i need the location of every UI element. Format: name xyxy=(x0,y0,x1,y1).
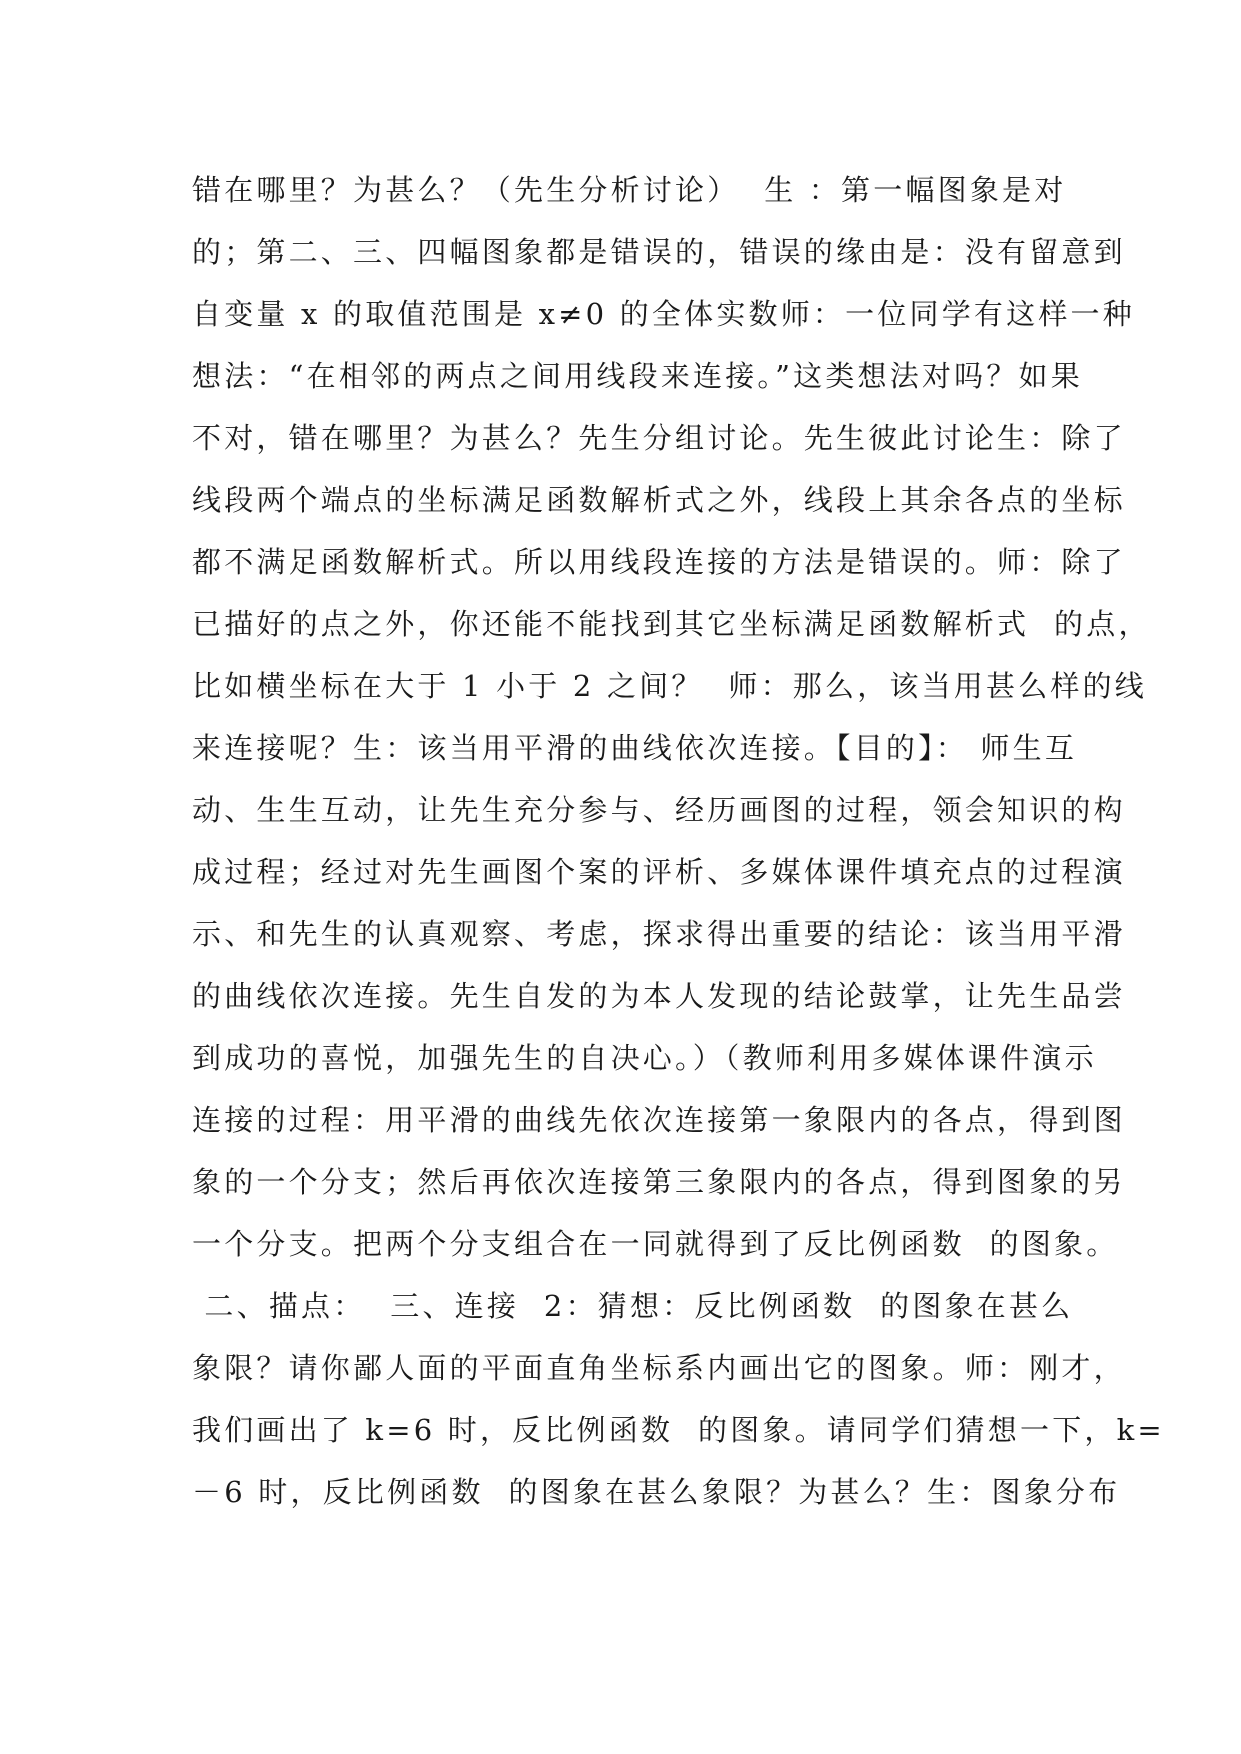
text-line: 动、生生互动，让先生充分参与、经历画图的过程，领会知识的构 xyxy=(192,793,1126,827)
text-line: 示、和先生的认真观察、考虑，探求得出重要的结论：该当用平滑 xyxy=(192,917,1126,951)
text-line: 线段两个端点的坐标满足函数解析式之外，线段上其余各点的坐标 xyxy=(192,483,1126,517)
text-line: 已描好的点之外，你还能不能找到其它坐标满足函数解析式 的点， xyxy=(192,607,1151,641)
text-line: 错在哪里？为甚么？（先生分析讨论） 生 ：第一幅图象是对 xyxy=(192,173,1067,207)
text-line: 来连接呢？生：该当用平滑的曲线依次连接。【目的】： 师生互 xyxy=(192,731,1078,765)
text-line: 都不满足函数解析式。所以用线段连接的方法是错误的。师：除了 xyxy=(192,545,1126,579)
text-line: 比如横坐标在大于 1 小于 2 之间？ 师：那么，该当用甚么样的线 xyxy=(192,669,1148,703)
text-line: 的曲线依次连接。先生自发的为本人发现的结论鼓掌，让先生品尝 xyxy=(192,979,1126,1013)
text-line: 想法：“在相邻的两点之间用线段来连接。”这类想法对吗？如果 xyxy=(192,359,1083,393)
text-line: 成过程；经过对先生画图个案的评析、多媒体课件填充点的过程演 xyxy=(192,855,1126,889)
text-line: －6 时，反比例函数 的图象在甚么象限？为甚么？生：图象分布 xyxy=(192,1475,1121,1509)
text-line: 到成功的喜悦，加强先生的自决心。）（教师利用多媒体课件演示 xyxy=(192,1041,1097,1075)
text-line: 连接的过程：用平滑的曲线先依次连接第一象限内的各点，得到图 xyxy=(192,1103,1126,1137)
text-line: 二、描点： 三、连接 2：猜想：反比例函数 的图象在甚么 xyxy=(192,1289,1074,1323)
body-text xyxy=(192,159,1165,1523)
text-line: 不对，错在哪里？为甚么？先生分组讨论。先生彼此讨论生：除了 xyxy=(192,421,1126,455)
text-line: 的；第二、三、四幅图象都是错误的，错误的缘由是：没有留意到 xyxy=(192,235,1126,269)
text-line: 象限？请你鄙人面的平面直角坐标系内画出它的图象。师：刚才， xyxy=(192,1351,1126,1385)
text-line: 象的一个分支；然后再依次连接第三象限内的各点，得到图象的另 xyxy=(192,1165,1126,1199)
text-line: 我们画出了 k=6 时，反比例函数 的图象。请同学们猜想一下，k= xyxy=(192,1413,1165,1447)
text-line: 自变量 x 的取值范围是 x≠0 的全体实数师：一位同学有这样一种 xyxy=(192,297,1135,331)
text-line: 一个分支。把两个分支组合在一同就得到了反比例函数 的图象。 xyxy=(192,1227,1119,1261)
